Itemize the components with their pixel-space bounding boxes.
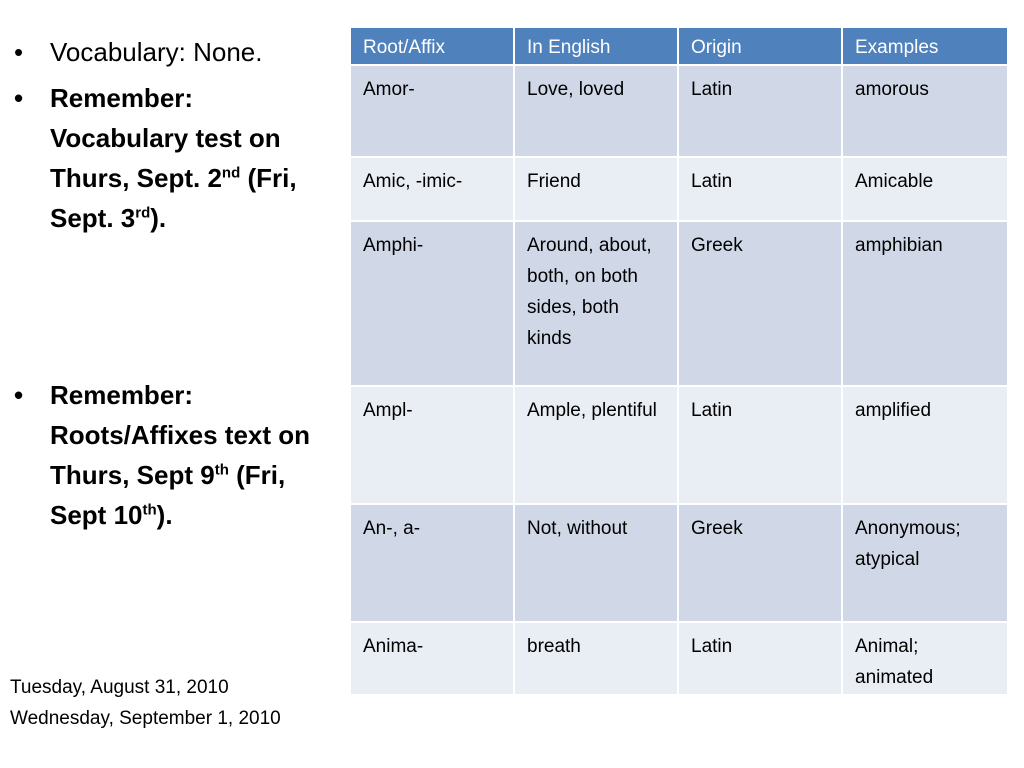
cell-origin: Greek [678,504,842,622]
table-row [350,65,1008,157]
cell-examples: amplified [842,386,1008,504]
vocabulary-note: • Vocabulary: None. [14,32,334,72]
cell-root: An-, a- [350,504,514,622]
cell-root: Amphi- [350,221,514,386]
table-row [350,504,1008,622]
cell-examples: Anonymous; atypical [842,504,1008,622]
header-examples: Examples [842,27,1008,65]
cell-english: Friend [514,157,678,221]
cell-english: Love, loved [514,65,678,157]
cell-examples: amorous [842,65,1008,157]
cell-root: Anima- [350,622,514,695]
ordinal-suffix: nd [221,164,241,182]
dates-footer [10,672,281,734]
reminder-text: Remember: Vocabulary test on Thurs, Sept. 2 [50,83,281,193]
reminder-text: (Fri, Sept 10 [50,460,286,530]
table-header-row [350,27,1008,65]
header-root-affix: Root/Affix [350,27,514,65]
reminder-text: (Fri, Sept. 3 [50,163,297,233]
date-line: Tuesday, August 31, 2010 [10,677,229,698]
cell-english: Ample, plentiful [514,386,678,504]
cell-origin: Latin [678,622,842,695]
ordinal-suffix: th [214,461,229,479]
cell-examples: Animal; animated [842,622,1008,695]
cell-english: breath [514,622,678,695]
roots-test-reminder [14,375,334,535]
reminder-text: Remember: Roots/Affixes text on Thurs, Sept 9 [50,380,311,490]
cell-english: Not, without [514,504,678,622]
roots-table [349,26,1009,696]
header-origin: Origin [678,27,842,65]
table-row [350,157,1008,221]
cell-root: Amor- [350,65,514,157]
date-line: Wednesday, September 1, 2010 [10,708,281,729]
cell-origin: Greek [678,221,842,386]
ordinal-suffix: rd [135,204,151,222]
cell-origin: Latin [678,386,842,504]
header-in-english: In English [514,27,678,65]
table-row [350,386,1008,504]
cell-examples: Amicable [842,157,1008,221]
reminder-text: ). [150,203,167,233]
notes-list [14,32,334,535]
cell-english: Around, about, both, on both sides, both kinds [514,221,678,386]
cell-origin: Latin [678,157,842,221]
cell-origin: Latin [678,65,842,157]
cell-root: Ampl- [350,386,514,504]
table-row [350,221,1008,386]
cell-examples: amphibian [842,221,1008,386]
cell-root: Amic, -imic- [350,157,514,221]
ordinal-suffix: th [142,501,157,519]
vocabulary-test-reminder [14,78,334,238]
table-row [350,622,1008,695]
reminder-text: ). [156,500,173,530]
